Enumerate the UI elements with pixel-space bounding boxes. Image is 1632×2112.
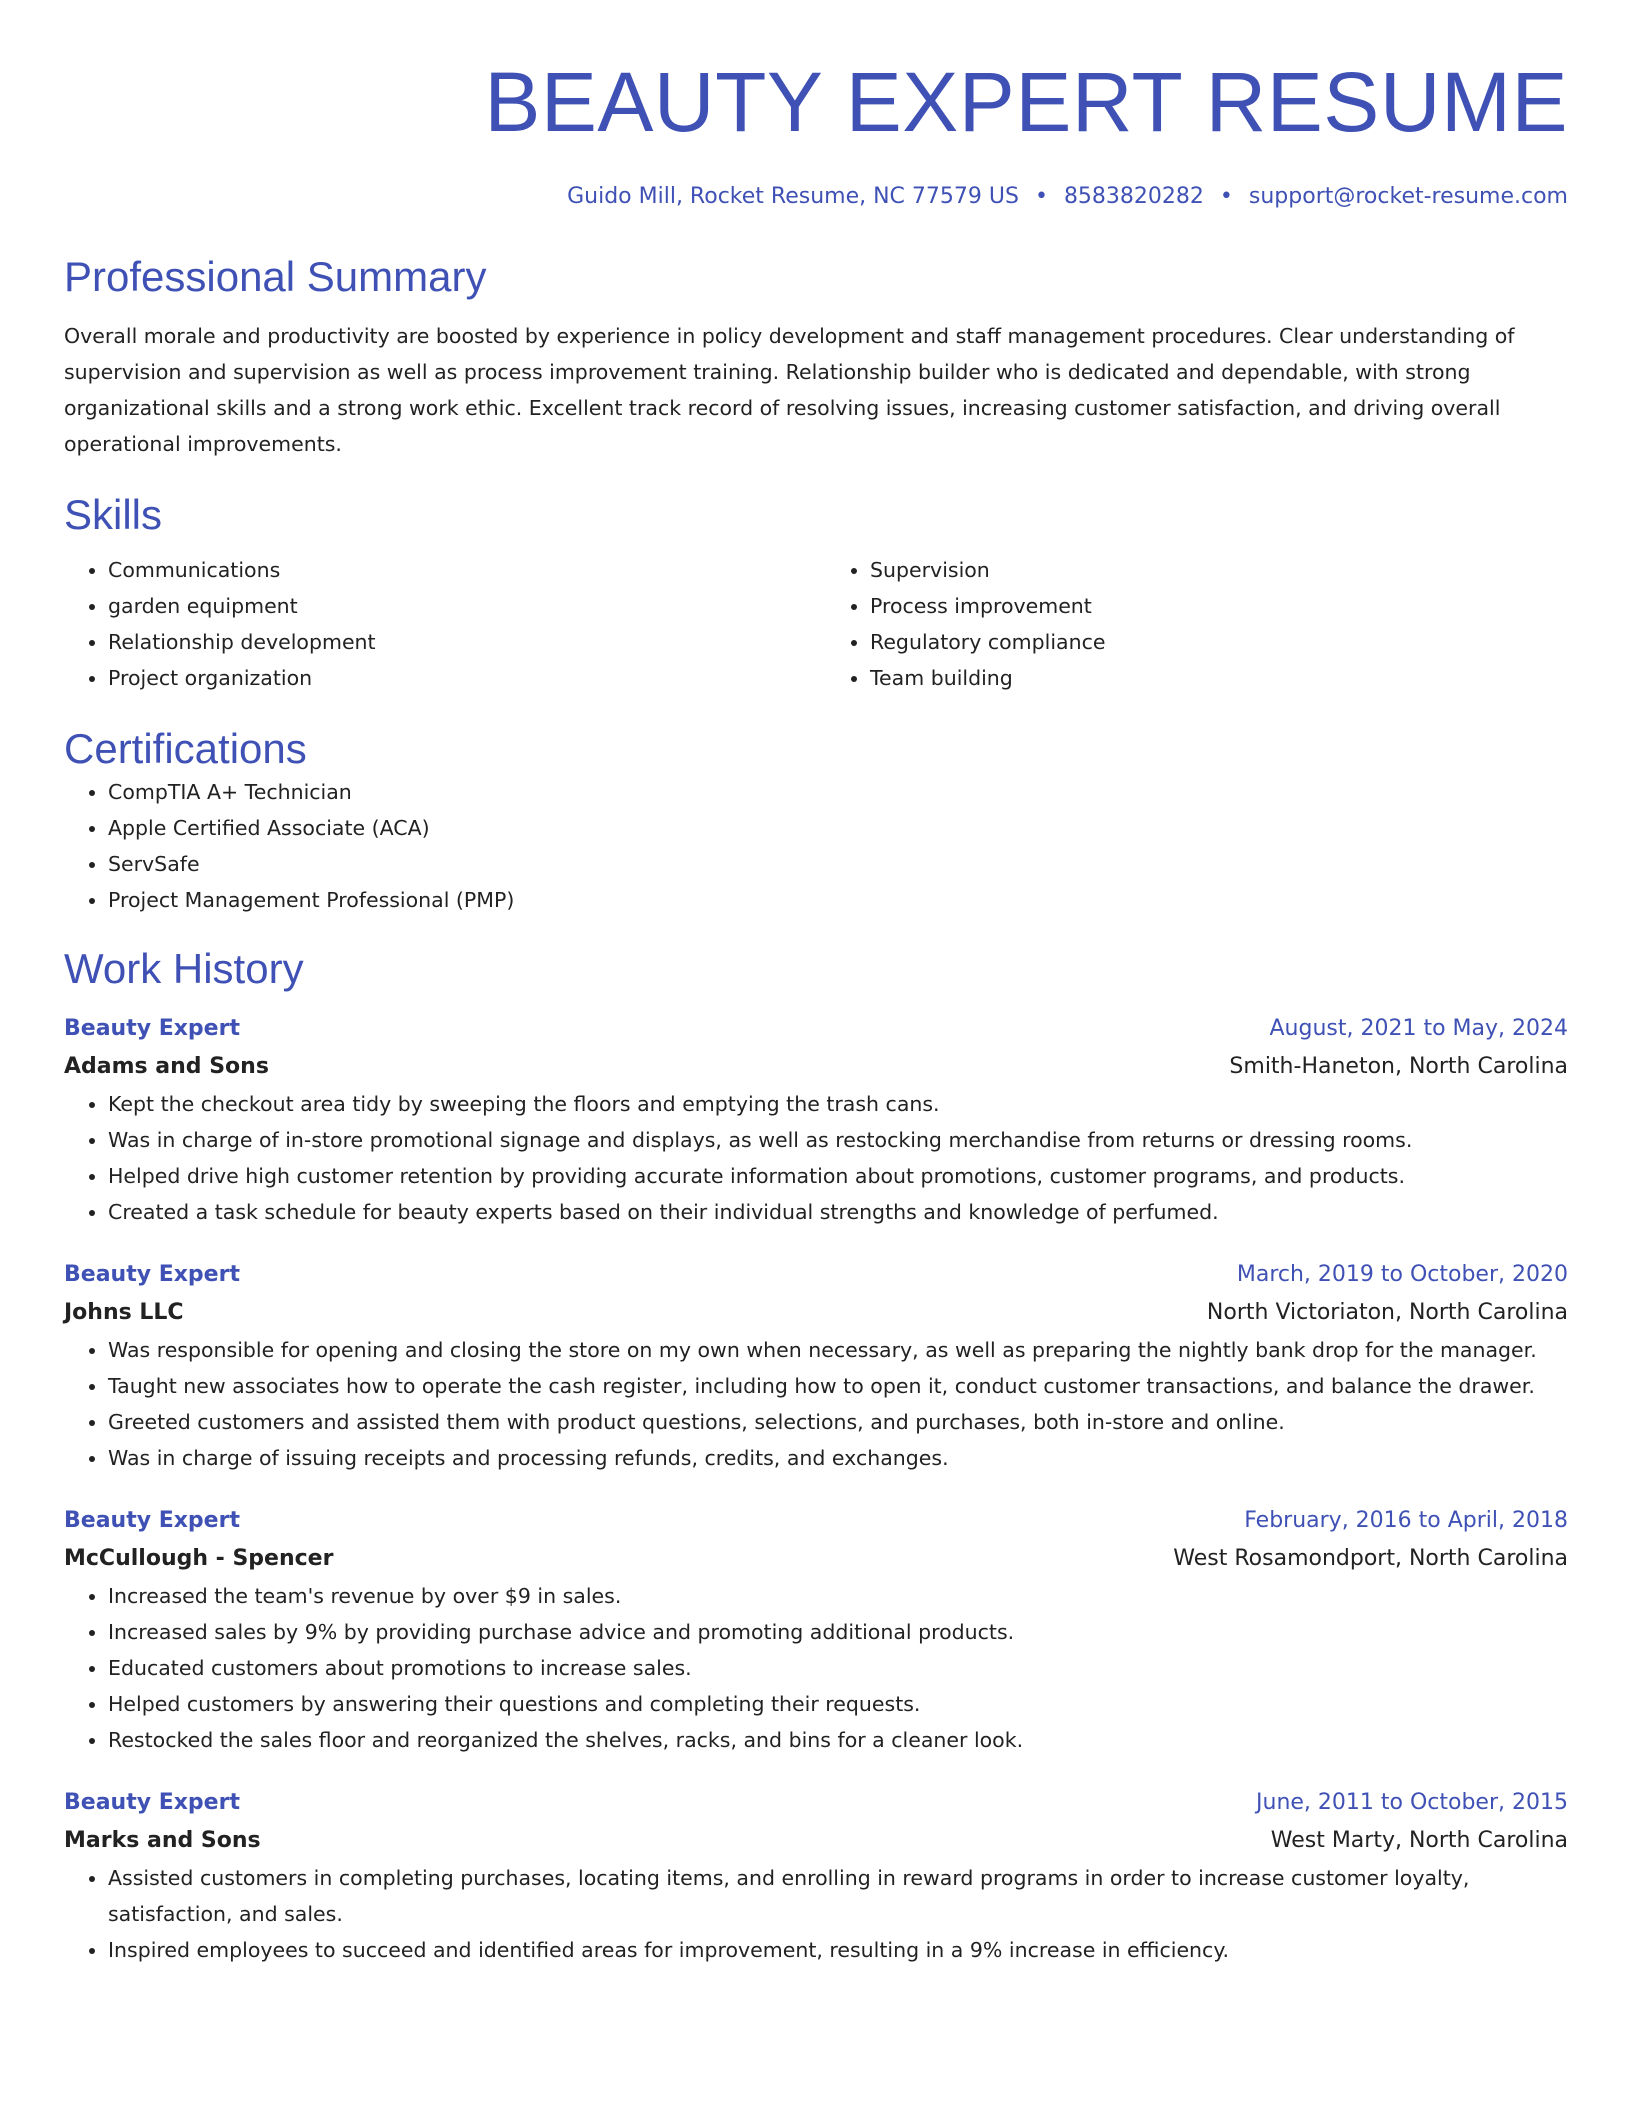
job-bullet: • Greeted customers and assisted them with product questions, selections, and purchases, both in-store and online. xyxy=(108,1404,1568,1440)
job-title: Beauty Expert xyxy=(64,1016,240,1041)
job-company: Adams and Sons xyxy=(64,1054,269,1079)
job-location: West Marty, North Carolina xyxy=(1270,1828,1568,1853)
summary-text: Overall morale and productivity are boosted by experience in policy development and staff management procedures. Clear understanding of supervision and supervision as well as process improvement training. Relationship builder who is dedicated and dependable, with strong organizational skills and a strong work ethic. Excellent track record of resolving issues, increasing customer satisfaction, and driving overall operational improvements. xyxy=(64,324,1515,456)
job-dates: June, 2011 to October, 2015 xyxy=(1256,1790,1568,1815)
job-bullet: • Restocked the sales floor and reorganized the shelves, racks, and bins for a cleaner look. xyxy=(108,1722,1568,1758)
job-company: Johns LLC xyxy=(64,1300,184,1325)
job-bullet: • Educated customers about promotions to increase sales. xyxy=(108,1650,1568,1686)
skills-list-right xyxy=(826,552,1568,696)
contact-address: Guido Mill, Rocket Resume, NC 77579 US xyxy=(567,184,1019,209)
contact-separator: • xyxy=(1034,184,1048,209)
skill-item: • Relationship development xyxy=(108,624,806,660)
contact-separator: • xyxy=(1219,184,1233,209)
job-company: McCullough - Spencer xyxy=(64,1546,334,1571)
job-company: Marks and Sons xyxy=(64,1828,261,1853)
skill-item: • Project organization xyxy=(108,660,806,696)
certification-item: • Project Management Professional (PMP) xyxy=(108,882,1568,918)
skill-item: • Process improvement xyxy=(870,588,1568,624)
job-bullet: • Was in charge of in-store promotional signage and displays, as well as restocking merchandise from returns or dressing rooms. xyxy=(108,1122,1568,1158)
job-location: West Rosamondport, North Carolina xyxy=(1173,1546,1568,1571)
certifications-heading: Certifications xyxy=(64,725,307,772)
skill-item: • Communications xyxy=(108,552,806,588)
certification-item: • CompTIA A+ Technician xyxy=(108,774,1568,810)
work-history-heading: Work History xyxy=(64,945,304,992)
job-title: Beauty Expert xyxy=(64,1262,240,1287)
job-header-row xyxy=(64,1256,1568,1294)
contact-line xyxy=(64,182,1568,212)
job-company-row xyxy=(64,1540,1568,1578)
contact-phone: 8583820282 xyxy=(1063,184,1204,209)
job-company-row xyxy=(64,1294,1568,1332)
job-bullet: • Created a task schedule for beauty experts based on their individual strengths and knowledge of perfumed. xyxy=(108,1194,1568,1230)
job-header-row xyxy=(64,1784,1568,1822)
job-bullets xyxy=(64,1860,1568,1968)
job-bullet: • Inspired employees to succeed and identified areas for improvement, resulting in a 9% increase in efficiency. xyxy=(108,1932,1568,1968)
job-dates: August, 2021 to May, 2024 xyxy=(1269,1016,1568,1041)
job-entry xyxy=(64,1784,1568,1968)
certification-item: • Apple Certified Associate (ACA) xyxy=(108,810,1568,846)
job-dates: March, 2019 to October, 2020 xyxy=(1236,1262,1568,1287)
job-bullet: • Kept the checkout area tidy by sweeping the floors and emptying the trash cans. xyxy=(108,1086,1568,1122)
skills-heading: Skills xyxy=(64,491,163,538)
resume-page xyxy=(64,0,1568,1968)
job-entry xyxy=(64,1010,1568,1230)
job-title: Beauty Expert xyxy=(64,1508,240,1533)
job-bullet: • Increased the team's revenue by over $9 in sales. xyxy=(108,1578,1568,1614)
skills-list-left xyxy=(64,552,806,696)
job-bullet: • Was responsible for opening and closing the store on my own when necessary, as well as preparing the nightly bank drop for the manager. xyxy=(108,1332,1568,1368)
job-header-row xyxy=(64,1010,1568,1048)
skill-item: • Supervision xyxy=(870,552,1568,588)
job-bullet: • Helped drive high customer retention by providing accurate information about promotions, customer programs, and products. xyxy=(108,1158,1568,1194)
job-title: Beauty Expert xyxy=(64,1790,240,1815)
certifications-list xyxy=(64,774,1568,918)
job-location: North Victoriaton, North Carolina xyxy=(1206,1300,1568,1325)
summary-heading: Professional Summary xyxy=(64,253,487,300)
job-bullet: • Assisted customers in completing purchases, locating items, and enrolling in reward programs in order to increase customer loyalty, satisfaction, and sales. xyxy=(108,1860,1568,1932)
job-header-row xyxy=(64,1502,1568,1540)
job-company-row xyxy=(64,1048,1568,1086)
job-location: Smith-Haneton, North Carolina xyxy=(1229,1054,1568,1079)
job-company-row xyxy=(64,1822,1568,1860)
job-bullets xyxy=(64,1578,1568,1758)
job-bullet: • Was in charge of issuing receipts and processing refunds, credits, and exchanges. xyxy=(108,1440,1568,1476)
skill-item: • Regulatory compliance xyxy=(870,624,1568,660)
job-bullet: • Increased sales by 9% by providing purchase advice and promoting additional products. xyxy=(108,1614,1568,1650)
job-bullet: • Taught new associates how to operate the cash register, including how to open it, conduct customer transactions, and balance the drawer. xyxy=(108,1368,1568,1404)
skill-item: • garden equipment xyxy=(108,588,806,624)
job-bullets xyxy=(64,1086,1568,1230)
job-entry xyxy=(64,1256,1568,1476)
job-bullets xyxy=(64,1332,1568,1476)
job-entry xyxy=(64,1502,1568,1758)
job-dates: February, 2016 to April, 2018 xyxy=(1244,1508,1568,1533)
skill-item: • Team building xyxy=(870,660,1568,696)
certification-item: • ServSafe xyxy=(108,846,1568,882)
skills-grid xyxy=(64,552,1568,696)
job-bullet: • Helped customers by answering their questions and completing their requests. xyxy=(108,1686,1568,1722)
resume-title: BEAUTY EXPERT RESUME xyxy=(484,55,1568,149)
contact-email: support@rocket-resume.com xyxy=(1248,184,1568,209)
